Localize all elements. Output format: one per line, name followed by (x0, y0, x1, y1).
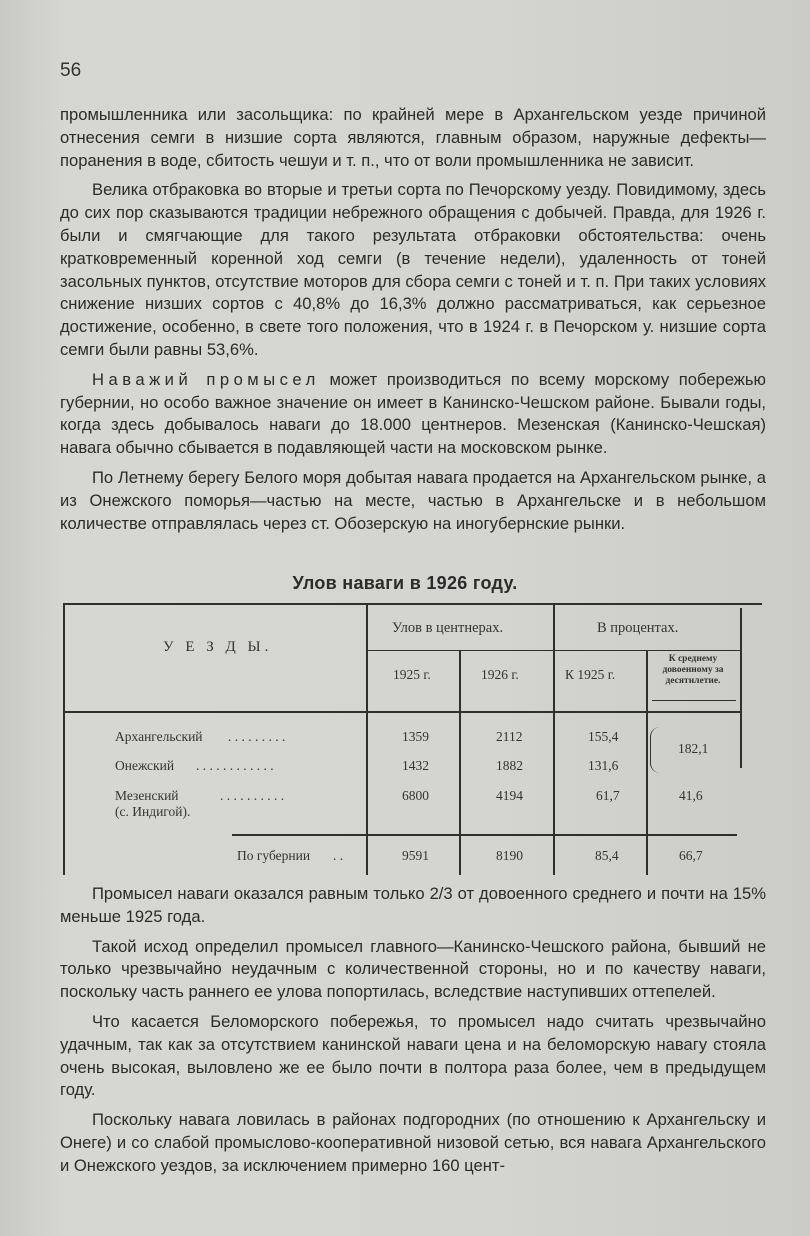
cell-k1925: 61,7 (596, 788, 620, 803)
page-number: 56 (60, 60, 82, 81)
row-dots: . . . . . . . . . . . . (196, 758, 274, 773)
paragraph-text: Поскольку навага ловилась в районах подгородних (по отношению к Архангельску и Онеге) и со слабой промыслово-кооперативной низовой сетью, вся навага Архангельского и Онежского уездов, за исключением примерно 160 цент- (60, 1110, 766, 1175)
row-name: Онежский (115, 758, 175, 773)
body-text-bottom (60, 883, 766, 1178)
paragraph (60, 936, 766, 1004)
header-k1925: К 1925 г. (565, 667, 616, 682)
row-name: Мезенский (115, 788, 179, 803)
table-col-divider-2 (459, 650, 461, 875)
header-k-prewar: К среднему довоенному за десятилетие. (662, 654, 724, 686)
table-col-divider-3 (553, 603, 555, 875)
header-percent: В процентах. (597, 620, 679, 636)
header-1926: 1926 г. (481, 667, 519, 682)
table-subheader-rule (368, 650, 742, 651)
total-1925: 9591 (402, 848, 429, 863)
paragraph-text: промышленника или засольщика: по крайней мере в Архангельском уезде причиной отнесения семги в низшие сорта являются, главным образом, наружные дефекты—поранения в воде, сбитость чешуи и т. п., что от воли промышленника не зависит. (60, 105, 766, 170)
table-left-border (63, 603, 65, 875)
cell-1925: 6800 (402, 788, 429, 803)
cell-k1925: 131,6 (588, 758, 619, 773)
brace-bracket (650, 727, 661, 773)
paragraph-text: Такой исход определил промысел главного—Канинско-Чешского района, бывший не только чрезвычайно неудачным с количественной стороны, но и по качеству наваги, поскольку часть раннего ее улова попортилась, вследствие наступивших оттепелей. (60, 936, 766, 1002)
paragraph-text: По Летнему берегу Белого моря добытая навага продается на Архангельском рынке, а из Онежского поморья—частью на месте, частью в Архангельске и в небольшом количестве отправлялась через ст. Обозерскую на иногубернские рынки. (60, 467, 766, 533)
total-k1925: 85,4 (595, 848, 619, 863)
paragraph (60, 1011, 766, 1102)
paragraph (60, 883, 766, 929)
cell-k1925: 155,4 (588, 729, 619, 744)
row-dots: . . . . . . . . . . (220, 788, 285, 803)
table-col-divider-1 (366, 603, 368, 875)
cell-1926: 2112 (496, 729, 523, 744)
total-1926: 8190 (496, 848, 523, 863)
table-col-divider-4 (646, 650, 648, 875)
total-name: По губернии (237, 848, 311, 863)
paragraph (60, 1109, 766, 1177)
cell-1925: 1432 (402, 758, 429, 773)
row-name: Архангельский (115, 729, 203, 744)
table-header-bottom-rule (63, 711, 742, 713)
paragraph-text: Что касается Беломорского побережья, то промысел надо считать чрезвычайно удачным, так как за отсутствием канинской наваги цена и на беломорскую навагу стояла очень высокая, выловлено же ее было почти в полтора раза более, чем в предыдущем году. (60, 1011, 766, 1100)
row-name-line2: (с. Индигой). (115, 804, 191, 819)
table-total-rule (232, 834, 737, 836)
table-title: Улов наваги в 1926 году. (292, 573, 518, 593)
header-catch: Улов в центнерах. (392, 620, 504, 636)
cell-brace-value: 182,1 (678, 741, 709, 756)
cell-1926: 1882 (496, 758, 523, 773)
cell-k-prewar: 41,6 (679, 788, 703, 803)
row-dots: . . . . . . . . . (228, 729, 286, 744)
header-k-prewar-underline (652, 700, 736, 701)
spaced-emphasis: Наважий промысел (92, 369, 320, 389)
table-top-rule (63, 603, 762, 605)
paragraph-text: Промысел наваги оказался равным только 2/3 от довоенного среднего и почти на 15% меньше 1925 года. (60, 884, 766, 926)
header-uezdy: У Е З Д Ы. (163, 639, 273, 655)
paragraph-text: может производиться по всему морскому побережью губернии, но особо важное значение он имеет в Канинско-Чешском районе. Бывали годы, когда здесь добывалось наваги до 18.000 центнеров. Мезенская (Канинско-Чешская) навага обычно сбывается в подавляющей части на московском рынке. (60, 369, 766, 458)
cell-1926: 4194 (496, 788, 523, 803)
header-1925: 1925 г. (393, 667, 431, 682)
paragraph-text: Велика отбраковка во вторые и третьи сорта по Печорскому уезду. Повидимому, здесь до сих пор сказываются традиции небрежного обращения с добычей. Правда, для 1926 г. были и смягчающие для такого результата отбраковки обстоятельства: очень кратковременный коренной ход семги (в течение недели), удаленность от тоней засольных пунктов, отсутствие моторов для сбора семги с тоней и т. п. При таких условиях снижение низших сортов с 40,8% до 16,3% должно рассматриваться, как серьезное достижение, особенно, в свете того положения, что в 1924 г. в Печорском у. низшие сорта семги были равны 53,6%. (60, 180, 766, 359)
total-k-prewar: 66,7 (679, 848, 703, 863)
cell-1925: 1359 (402, 729, 429, 744)
total-dots: . . (333, 848, 344, 863)
table-right-border (740, 608, 742, 768)
